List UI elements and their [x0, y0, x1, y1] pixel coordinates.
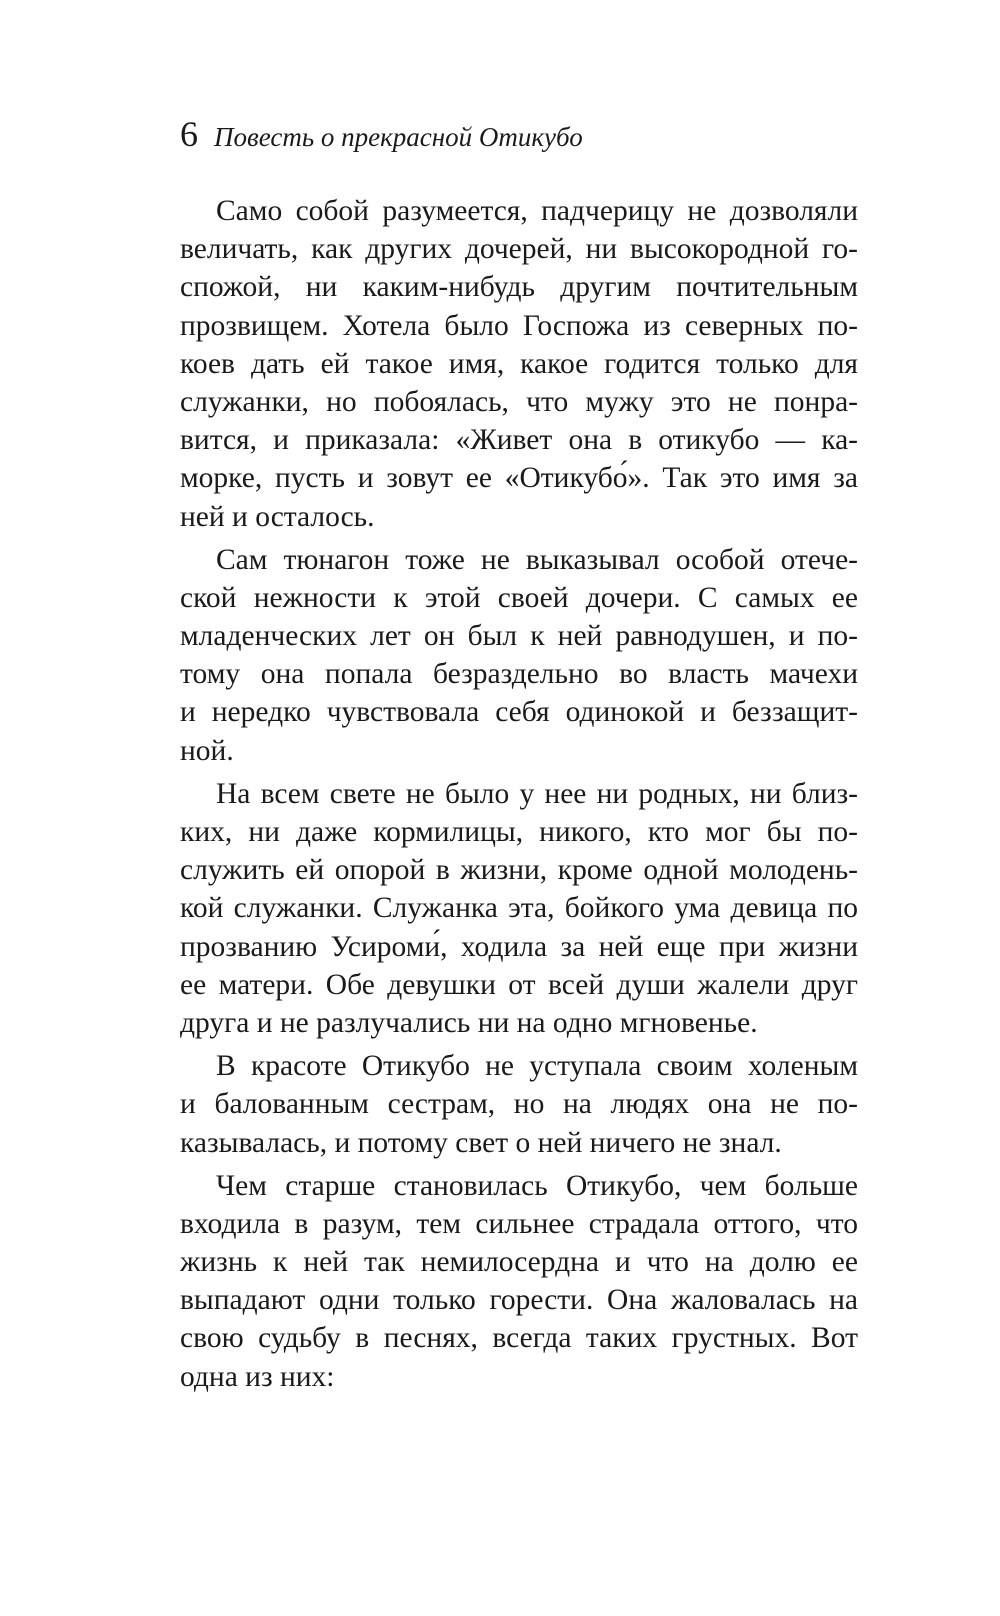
text-line: коев дать ей такое имя, какое годится только для: [180, 347, 858, 380]
text-line: морке, пусть и зовут ее «Отикубо́». Так это имя за: [180, 462, 858, 495]
text-line: и нередко чувствовала себя одинокой и беззащит-: [180, 696, 858, 729]
text-line: служить ей опорой в жизни, кроме одной молодень-: [180, 854, 858, 887]
text-line: ких, ни даже кормилицы, никого, кто мог бы по-: [180, 816, 858, 848]
text-line: Само собой разумеется, падчерицу не дозволяли: [216, 195, 858, 227]
text-line: входила в разум, тем сильнее страдала оттого, что: [180, 1207, 858, 1240]
text-line: казывалась, и потому свет о ней ничего не знал.: [180, 1126, 782, 1159]
text-line: Сам тюнагон тоже не выказывал особой отече-: [216, 543, 858, 576]
text-line: и балованным сестрам, но на людях она не по-: [180, 1088, 858, 1121]
text-line: вится, и приказала: «Живет она в отикубо — ка-: [180, 424, 858, 457]
paragraph-2: [180, 541, 858, 770]
text-line: величать, как других дочерей, ни высокородной го-: [180, 233, 858, 266]
paragraph-5: [180, 1167, 858, 1396]
page-number: 6: [180, 114, 198, 154]
text-line: прозвищем. Хотела было Госпожа из северных по-: [180, 309, 858, 342]
text-line: младенческих лет он был к ней равнодушен, и по-: [180, 620, 858, 653]
text-line: ее матери. Обе девушки от всей души жалели друг: [180, 968, 858, 1001]
text-line: друга и не разлучались ни на одно мгновенье.: [180, 1006, 758, 1039]
paragraph-3: [180, 775, 858, 1042]
text-line: ской нежности к этой своей дочери. С самых ее: [180, 581, 858, 614]
paragraph-4: [180, 1047, 858, 1162]
running-head: [180, 110, 880, 158]
text-line: служанки, но побоялась, что мужу это не понра-: [180, 385, 858, 418]
text-line: ней и осталось.: [180, 500, 375, 533]
running-title: Повесть о прекрасной Отикубо: [214, 122, 583, 152]
text-line: На всем свете не было у нее ни родных, ни близ-: [216, 777, 858, 810]
text-line: прозванию Усироми́, ходила за ней еще при жизни: [180, 930, 858, 963]
text-line: кой служанки. Служанка эта, бойкого ума девица по: [180, 892, 858, 925]
text-line: выпадают одни только горести. Она жаловалась на: [180, 1284, 858, 1317]
body-text: [180, 192, 858, 1401]
text-line: свою судьбу в песнях, всегда таких грустных. Вот: [180, 1322, 858, 1355]
text-line: ной.: [180, 734, 234, 767]
paragraph-1: [180, 192, 858, 536]
text-line: Чем старше становилась Отикубо, чем больше: [216, 1169, 858, 1202]
text-line: тому она попала безраздельно во власть мачехи: [180, 658, 858, 691]
text-line: В красоте Отикубо не уступала своим холеным: [216, 1050, 858, 1083]
text-line: спожой, ни каким-нибудь другим почтительным: [180, 271, 858, 304]
text-line: жизнь к ней так немилосердна и что на долю ее: [180, 1246, 858, 1279]
text-line: одна из них:: [180, 1360, 335, 1393]
